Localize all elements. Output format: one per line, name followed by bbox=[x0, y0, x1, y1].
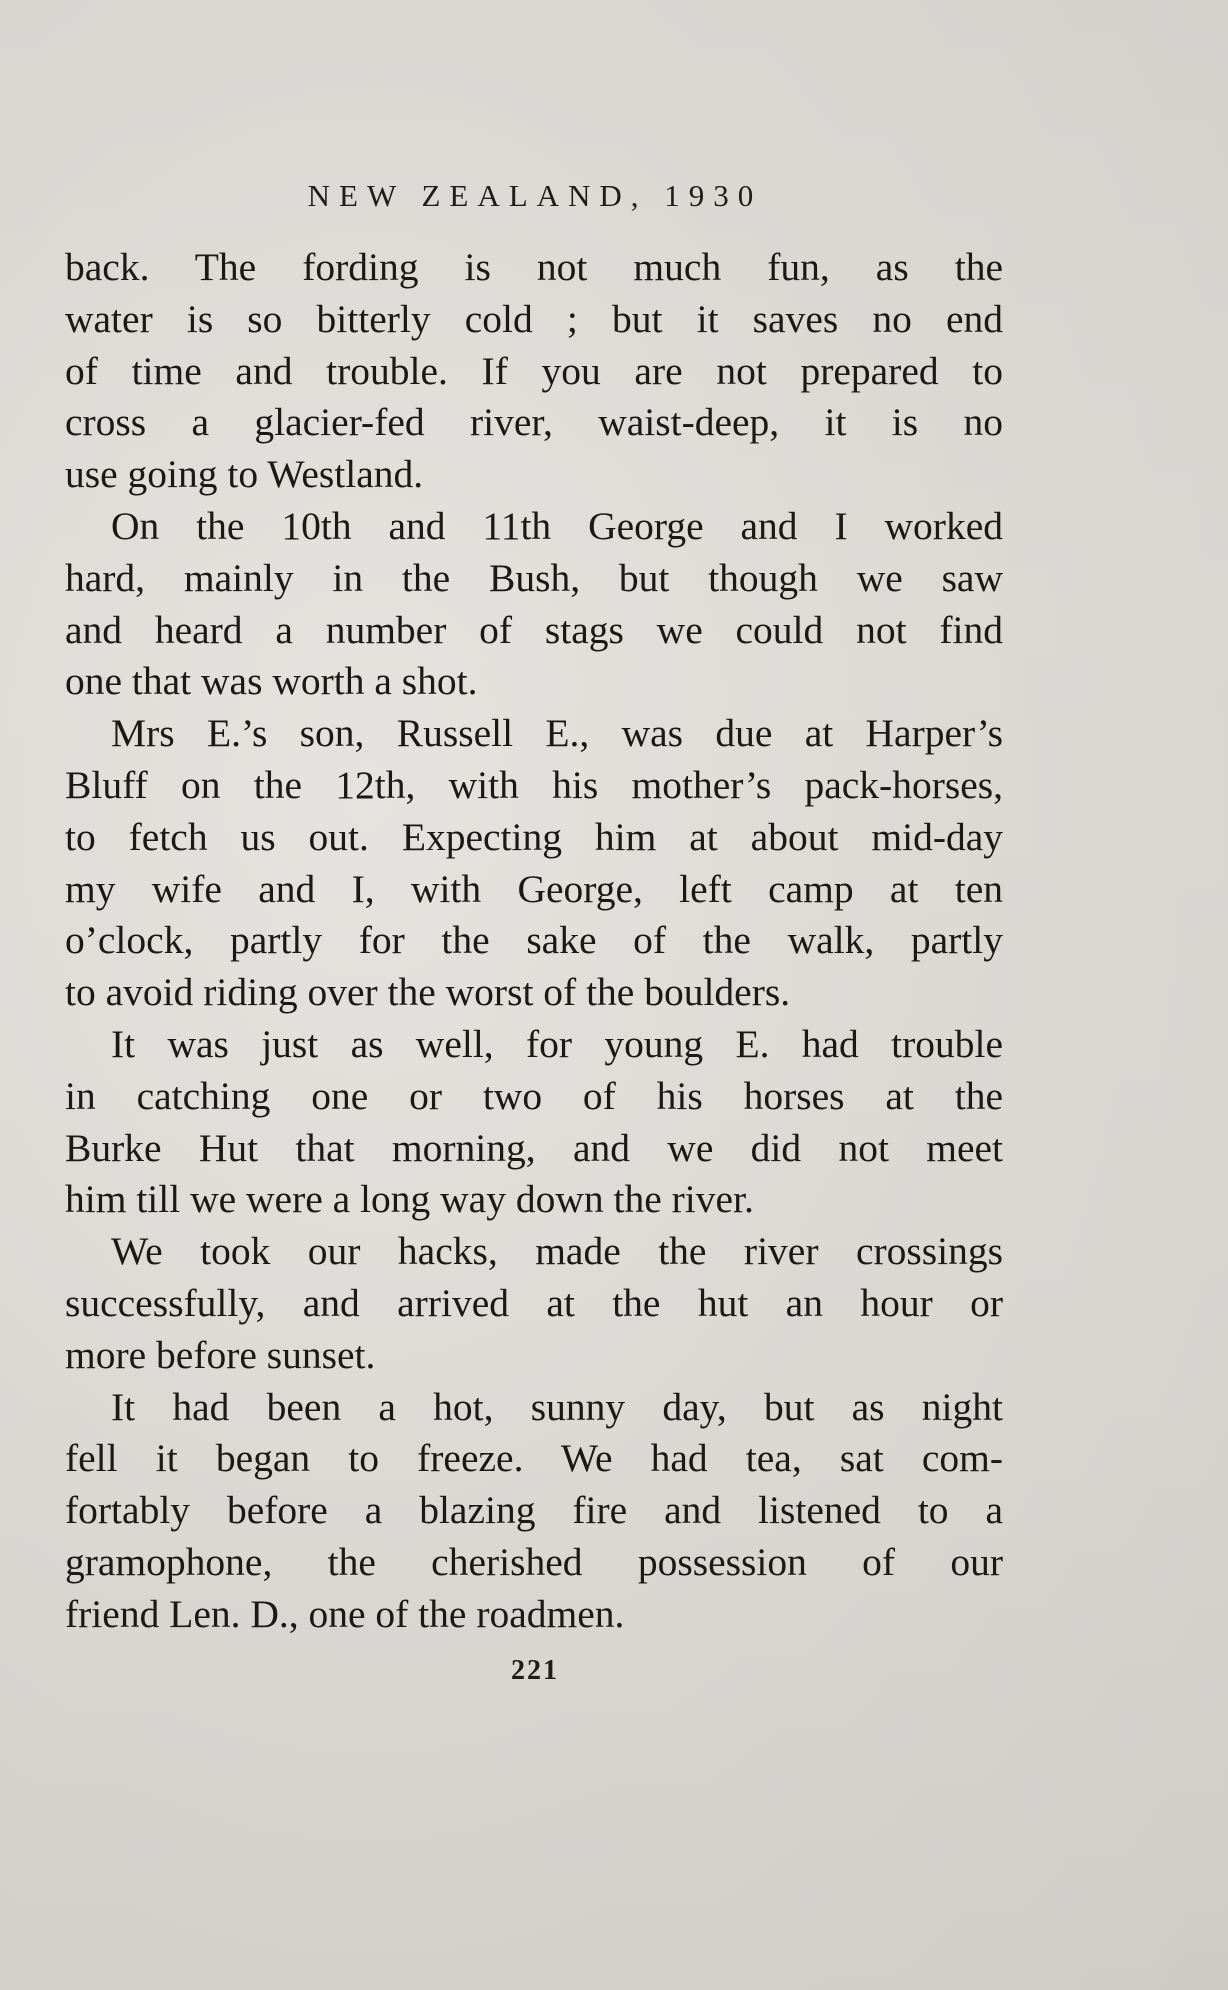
text-line: friend Len. D., one of the roadmen. bbox=[65, 1591, 625, 1636]
text-line: Mrs E.’s son, Russell E., was due at Harper’s bbox=[111, 711, 1003, 756]
text-line: cross a glacier-fed river, waist-deep, it is no bbox=[65, 400, 1003, 445]
text-line: him till we were a long way down the river. bbox=[65, 1177, 754, 1222]
text-line: back. The fording is not much fun, as the bbox=[65, 245, 1003, 289]
text-line: fortably before a blazing fire and listened to a bbox=[65, 1488, 1003, 1533]
text-line: fell it began to freeze. We had tea, sat com- bbox=[65, 1436, 1003, 1481]
text-line: of time and trouble. If you are not prepared to bbox=[65, 348, 1003, 393]
text-line: Bluff on the 12th, with his mother’s pack-horses, bbox=[65, 762, 1003, 807]
text-line: use going to Westland. bbox=[65, 452, 424, 497]
text-line: one that was worth a shot. bbox=[65, 659, 478, 704]
text-line: We took our hacks, made the river crossings bbox=[111, 1229, 1003, 1274]
text-line: On the 10th and 11th George and I worked bbox=[111, 503, 1003, 548]
text-line: o’clock, partly for the sake of the walk, partly bbox=[65, 918, 1003, 963]
page-number: 221 bbox=[511, 1655, 559, 1686]
body-text bbox=[65, 242, 1003, 1641]
text-line: in catching one or two of his horses at the bbox=[65, 1073, 1003, 1118]
text-line: hard, mainly in the Bush, but though we saw bbox=[65, 555, 1003, 600]
text-line: gramophone, the cherished possession of our bbox=[65, 1539, 1003, 1584]
running-head: NEW ZEALAND, 1930 bbox=[307, 178, 763, 213]
text-line: to fetch us out. Expecting him at about mid-day bbox=[65, 814, 1003, 859]
text-line: Burke Hut that morning, and we did not meet bbox=[65, 1125, 1003, 1170]
text-line: to avoid riding over the worst of the boulders. bbox=[65, 970, 791, 1015]
text-line: and heard a number of stags we could not find bbox=[65, 607, 1003, 652]
text-line: It had been a hot, sunny day, but as night bbox=[111, 1384, 1003, 1429]
text-line: my wife and I, with George, left camp at ten bbox=[65, 866, 1003, 911]
text-line: successfully, and arrived at the hut an hour or bbox=[65, 1280, 1003, 1325]
text-line: water is so bitterly cold ; but it saves no end bbox=[65, 296, 1003, 341]
text-line: more before sunset. bbox=[65, 1332, 376, 1377]
text-line: It was just as well, for young E. had trouble bbox=[111, 1021, 1003, 1066]
